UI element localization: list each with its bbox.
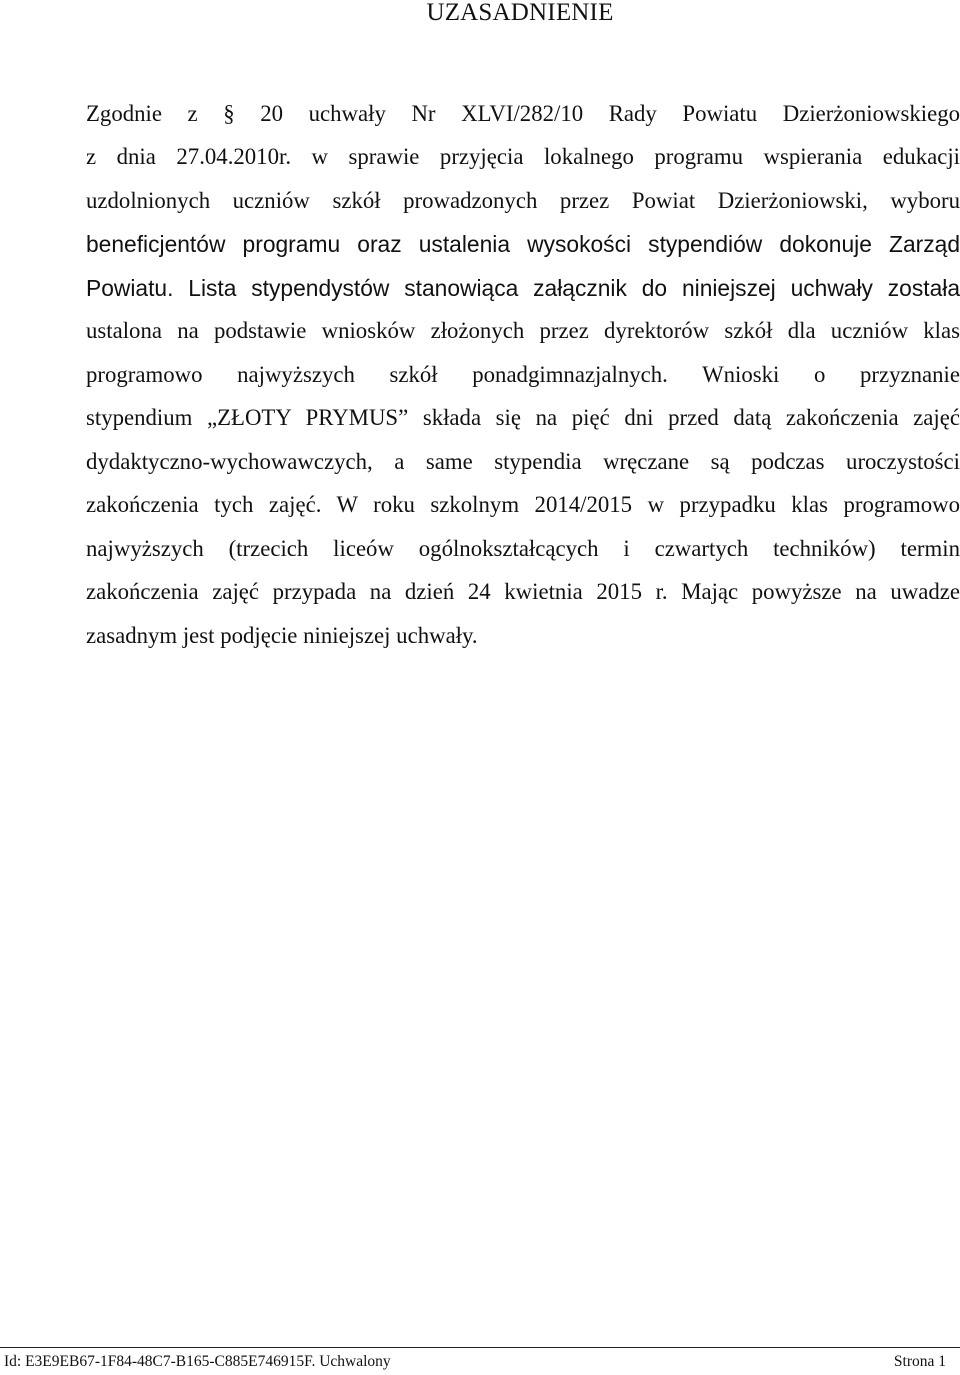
paragraph-line-13: zasadnym jest podjęcie niniejszej uchwały.	[86, 623, 478, 648]
paragraph-line-11: najwyższych (trzecich liceów ogólnokształcących i czwartych techników) termin	[86, 536, 960, 561]
paragraph-line-4: beneficjentów programu oraz ustalenia wysokości stypendiów dokonuje Zarząd	[86, 231, 960, 257]
paragraph-line-10: zakończenia tych zajęć. W roku szkolnym 2014/2015 w przypadku klas programowo	[86, 492, 960, 517]
paragraph-line-3: uzdolnionych uczniów szkół prowadzonych przez Powiat Dzierżoniowski, wyboru	[86, 188, 960, 213]
paragraph-line-1: Zgodnie z § 20 uchwały Nr XLVI/282/10 Rady Powiatu Dzierżoniowskiego	[86, 101, 960, 126]
paragraph-line-8: stypendium „ZŁOTY PRYMUS” składa się na pięć dni przed datą zakończenia zajęć	[86, 405, 960, 430]
paragraph-line-12: zakończenia zajęć przypada na dzień 24 kwietnia 2015 r. Mając powyższe na uwadze	[86, 579, 960, 604]
footer-page-number: Strona 1	[893, 1353, 946, 1370]
document-title: UZASADNIENIE	[426, 0, 614, 26]
paragraph-line-6: ustalona na podstawie wniosków złożonych przez dyrektorów szkół dla uczniów klas	[86, 318, 960, 343]
paragraph-line-2: z dnia 27.04.2010r. w sprawie przyjęcia lokalnego programu wspierania edukacji	[86, 144, 960, 169]
paragraph-line-5: Powiatu. Lista stypendystów stanowiąca załącznik do niniejszej uchwały została	[86, 275, 960, 301]
footer-divider	[0, 1347, 960, 1348]
footer-document-id: Id: E3E9EB67-1F84-48C7-B165-C885E746915F. Uchwalony	[4, 1353, 391, 1370]
paragraph-line-7: programowo najwyższych szkół ponadgimnazjalnych. Wnioski o przyznanie	[86, 362, 960, 387]
paragraph-line-9: dydaktyczno-wychowawczych, a same stypendia wręczane są podczas uroczystości	[86, 449, 960, 474]
